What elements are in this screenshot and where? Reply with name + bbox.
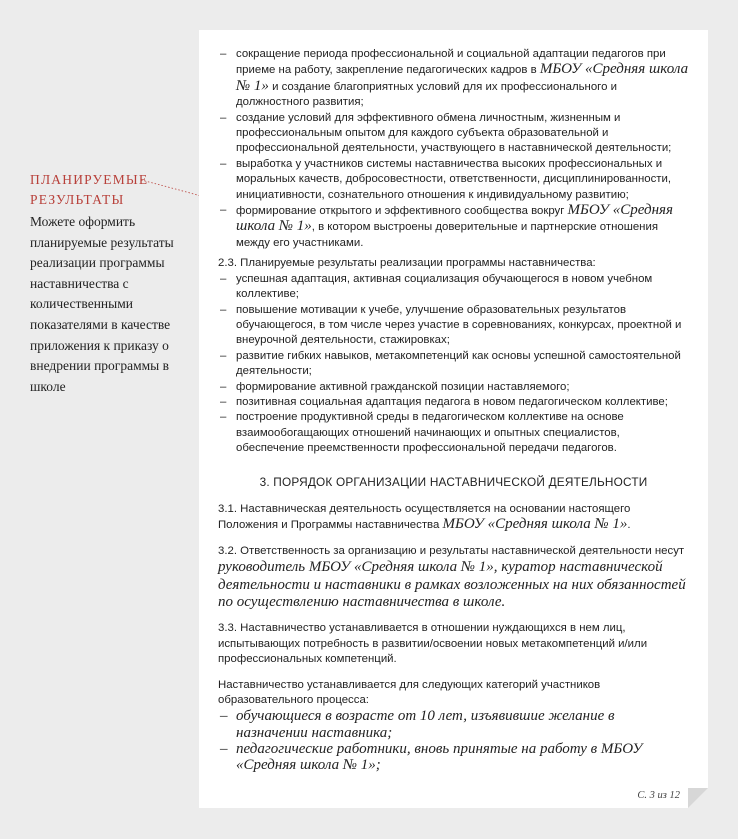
list-item: – выработка у участников системы наставничества высоких профессиональных и моральных качеств, добросовестности, ответственности, дисциплинированности, инициативности, сознательного отношения к индивидуальному развитию;	[218, 157, 689, 203]
list-item: – сокращение периода профессиональной и социальной адаптации педагогов при приеме на работу, закрепление педагогических кадров в МБОУ «Средняя школа № 1» и создание благоприятных условий для их профессионального и должностного развития;	[218, 47, 689, 111]
list-item: – обучающиеся в возрасте от 10 лет, изъявившие желание в назначении наставника;	[218, 708, 689, 740]
page-number: С. 3 из 12	[637, 790, 680, 801]
sidebar-title: ПЛАНИРУЕМЫЕ РЕЗУЛЬТАТЫ	[30, 172, 149, 207]
categories-list	[218, 708, 689, 773]
list-item: – формирование активной гражданской позиции наставляемого;	[218, 380, 689, 395]
section-2-3-title: 2.3. Планируемые результаты реализации программы наставничества:	[218, 257, 596, 270]
paragraph-3-1: 3.1. Наставническая деятельность осуществляется на основании настоящего Положения и Программы наставничества МБОУ «Средняя школа № 1».	[218, 502, 631, 533]
results-list	[218, 47, 689, 251]
list-item: – успешная адаптация, активная социализация обучающегося в новом учебном коллективе;	[218, 272, 689, 303]
section-3-heading: 3. ПОРЯДОК ОРГАНИЗАЦИИ НАСТАВНИЧЕСКОЙ ДЕЯТЕЛЬНОСТИ	[259, 474, 648, 489]
list-item: – создание условий для эффективного обмена личностным, жизненным и профессиональным опытом для каждого субъекта образовательной и профессиональной деятельности, участвующего в наставнической деятельности;	[218, 111, 689, 157]
list-item: – формирование открытого и эффективного сообщества вокруг МБОУ «Средняя школа № 1», в котором выстроены доверительные и партнерские отношения между его участниками.	[218, 203, 689, 251]
paragraph-3-2: 3.2. Ответственность за организацию и результаты наставнической деятельности несут руководитель МБОУ «Средняя школа № 1», куратор наставнической деятельности и наставники в рамках возложенных на них обязанностей по осуществлению наставничества в школе.	[218, 544, 686, 610]
list-item: – повышение мотивации к учебе, улучшение образовательных результатов обучающегося, в том числе через участие в соревнованиях, конкурсах, проектной и внеурочной деятельности, стажировках;	[218, 303, 689, 349]
list-item: – построение продуктивной среды в педагогическом коллективе на основе взаимообогащающих отношений начинающих и опытных специалистов, обеспечение преемственности профессиональной передачи педагогов.	[218, 410, 689, 456]
section-2-3-list	[218, 272, 689, 457]
sidebar-note	[30, 170, 190, 397]
document-page	[199, 30, 708, 808]
paragraph-categories: Наставничество устанавливается для следующих категорий участников образовательного процесса:	[218, 678, 601, 707]
list-item: – развитие гибких навыков, метакомпетенций как основы успешной самостоятельной деятельности;	[218, 349, 689, 380]
page-fold-corner	[688, 788, 708, 808]
list-item: – позитивная социальная адаптация педагога в новом педагогическом коллективе;	[218, 395, 689, 410]
list-item: – педагогические работники, вновь принятые на работу в МБОУ «Средняя школа № 1»;	[218, 741, 689, 773]
paragraph-3-3: 3.3. Наставничество устанавливается в отношении нуждающихся в нем лиц, испытывающих потребность в развитии/освоении новых метакомпетенций и/или профессиональных компетенций.	[218, 622, 648, 666]
sidebar-text: Можете оформить планируемые результаты реализации программы наставничества с количественными показателями в качестве приложения к приказу о внедрении программы в школе	[30, 214, 174, 394]
